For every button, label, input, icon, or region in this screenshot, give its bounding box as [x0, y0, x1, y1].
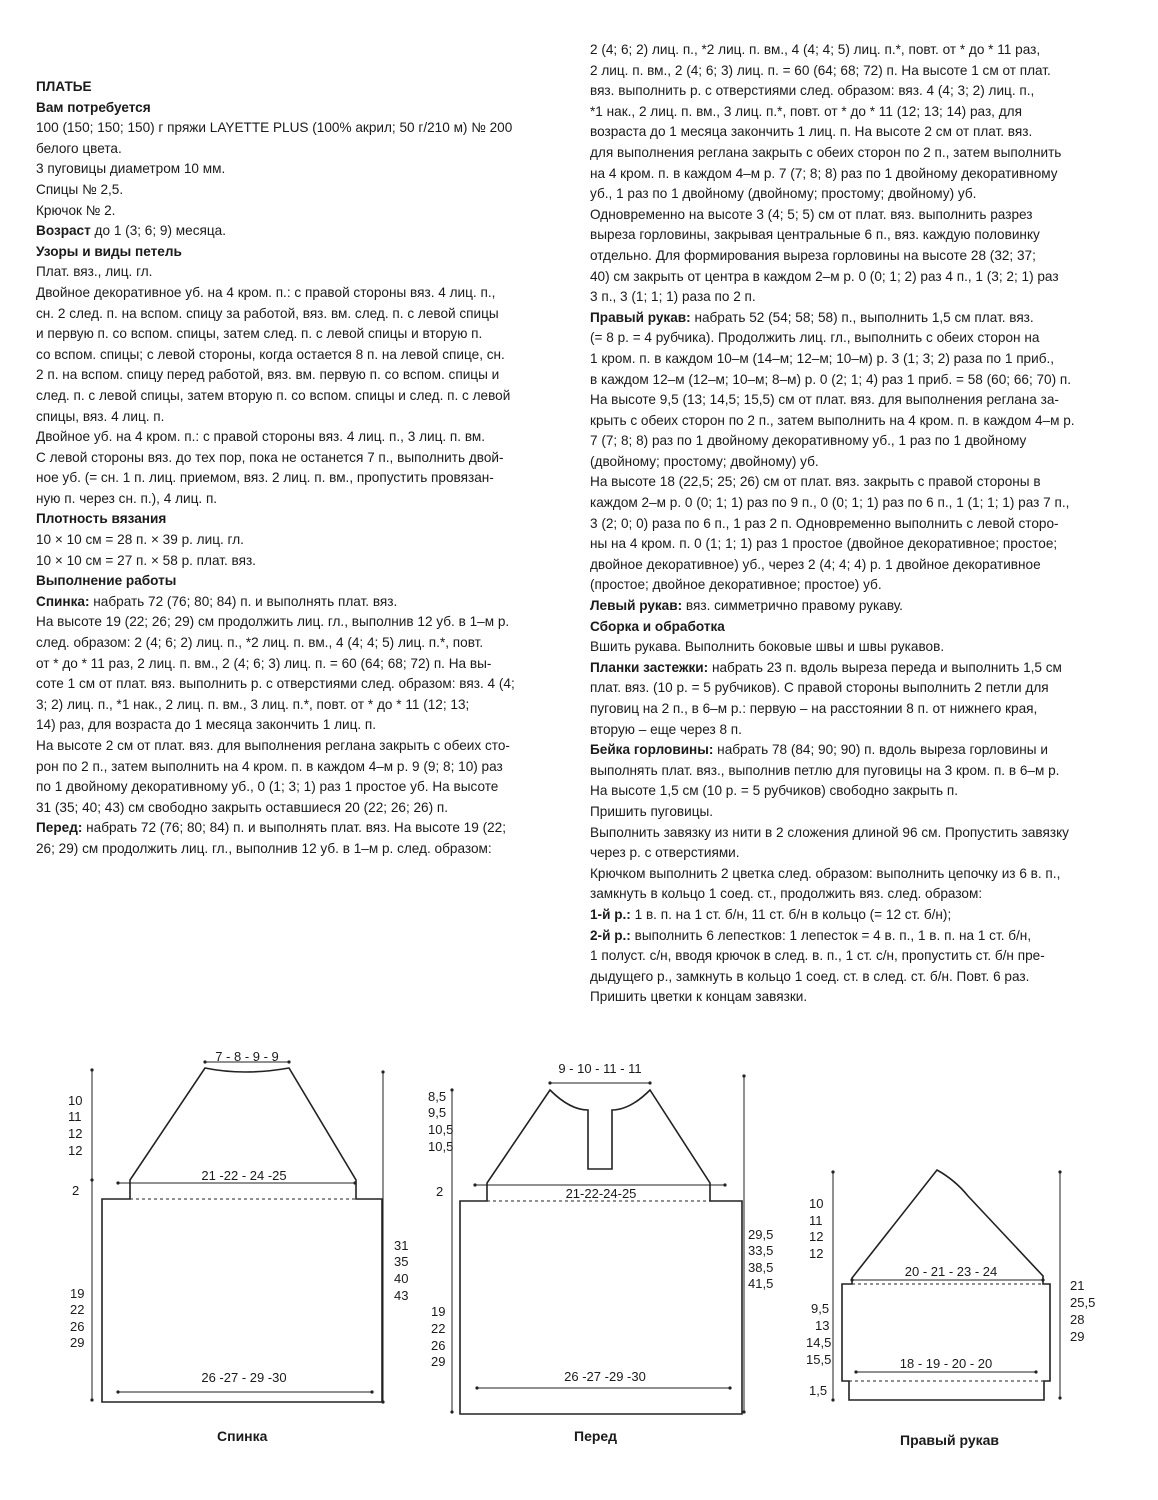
back-left-top-3: 12: [68, 1143, 83, 1158]
materials-yarn: 100 (150; 150; 150) г пряжи LAYETTE PLUS (100% акрил; 50 г/210 м) № 200 белого цвета.: [36, 120, 513, 156]
front-right-0: 29,5: [748, 1227, 774, 1242]
front-mid-label: 21-22-24-25: [565, 1186, 637, 1201]
front-top-label: 9 - 10 - 11 - 11: [558, 1061, 642, 1076]
row1-text: 1 в. п. на 1 ст. б/н, 11 ст. б/н в кольцо (= 12 ст. б/н);: [630, 906, 952, 922]
back-left-bottom-0: 19: [70, 1286, 85, 1301]
row2-label: 2-й р.:: [590, 927, 631, 943]
document-title: ПЛАТЬЕ: [36, 79, 92, 94]
sleeve-bottom-label: 18 - 19 - 20 - 20: [899, 1356, 993, 1371]
back-left-top-0: 10: [68, 1093, 83, 1108]
sleeve-right-3: 29: [1070, 1329, 1085, 1344]
back-bottom-label: 26 -27 - 29 -30: [201, 1370, 287, 1385]
back-left-top-2: 12: [68, 1126, 83, 1141]
front-label: Перед:: [36, 820, 83, 836]
sleeve-mid-label: 20 - 21 - 23 - 24: [904, 1264, 998, 1279]
front-schematic: [452, 1076, 744, 1414]
density-line-2: 10 × 10 см = 27 п. × 58 р. плат. вяз.: [36, 552, 256, 568]
back-outline: [102, 1068, 382, 1402]
front-neckline: Одновременно на высоте 3 (4; 5; 5) см от плат. вяз. выполнить разрез выреза горловины, закрывая центральные 6 п., вяз. каждую половинку отдельно. Для формирования выреза горловины на высоте 28 (32; 37; 40) см закрыть от центра в каждом 2–м р. 0 (0; 1; 2) раз 4 п., 1 (3; 2; 1) раз 3 п., 3 (1; 1; 1) раза по 2 п.: [590, 206, 1059, 305]
materials-hook: Крючок № 2.: [36, 202, 116, 218]
left-sleeve-label: Левый рукав:: [590, 598, 683, 614]
placket-text: набрать 23 п. вдоль выреза переда и выполнить 1,5 см плат. вяз. (10 р. = 5 рубчиков). С правой стороны выполнить 2 петли для пуговиц на 2 п., в 6–м р.: первую – на расстоянии 8 п. от нижнего края, вторую – еще через 8 п.: [590, 659, 1062, 737]
back-label: Спинка:: [36, 593, 90, 609]
front-left-bottom-3: 29: [431, 1354, 446, 1369]
back-left-top-1: 11: [68, 1109, 82, 1124]
neckband-text: набрать 78 (84; 90; 90) п. вдоль выреза горловины и выполнять плат. вяз., выполнив петлю для пуговицы на 3 кром. п. в 6–м р. На высоте 1,5 см (10 р. = 5 рубчиков) свободно закрыть п.: [590, 742, 1060, 799]
sleeve-right-0: 21: [1070, 1278, 1085, 1293]
age-label: Возраст: [36, 223, 91, 239]
front-left-top-3: 10,5: [428, 1139, 454, 1154]
front-continued: 2 (4; 6; 2) лиц. п., *2 лиц. п. вм., 4 (4; 4; 5) лиц. п.*, повт. от * до * 11 раз, 2 лиц. п. вм., 2 (4; 6; 3) лиц. п. = 60 (64; 68; 72) п. На высоте 1 см от плат. вяз. выполнить р. с отверстиями след. образом: вяз. 4 (4; 3; 2) лиц. п., *1 нак., 2 лиц. п. вм., 3 лиц. п.*, повт. от * до * 11 (12; 13; 14) раз, для возраста до 1 месяца закончить 1 лиц. п. На высоте 2 см от плат. вяз. для выполнения реглана закрыть с обеих сторон по 2 п., затем выполнить на 4 кром. п. в каждом 4–м р. 7 (7; 8; 8) раз по 1 двойному декоративному уб., 1 раз по 1 двойному (двойному; простому; двойному) уб.: [590, 42, 1062, 202]
front-right-3: 41,5: [748, 1276, 774, 1291]
assembly-paragraph: Вшить рукава. Выполнить боковые швы и швы рукавов.: [590, 639, 945, 655]
back-left-bottom-2: 26: [70, 1319, 85, 1334]
front-caption: Перед: [574, 1428, 618, 1444]
front-text: набрать 72 (76; 80; 84) п. и выполнять плат. вяз. На высоте 19 (22; 26; 29) см продолжить лиц. гл., выполнив 12 уб. в 1–м р. след. образом:: [36, 820, 507, 856]
front-bottom-label: 26 -27 -29 -30: [564, 1369, 646, 1384]
materials-heading: Вам потребуется: [36, 99, 151, 115]
back-left-bottom-3: 29: [70, 1335, 85, 1350]
sleeve-right-2: 28: [1070, 1312, 1085, 1327]
sleeve-left-mid-3: 15,5: [806, 1352, 832, 1367]
back-top-label: 7 - 8 - 9 - 9: [215, 1049, 279, 1064]
back-right-2: 40: [394, 1271, 409, 1286]
sleeve-caption: Правый рукав: [900, 1432, 1000, 1448]
front-left-bottom-2: 26: [431, 1338, 446, 1353]
front-left-bottom-0: 19: [431, 1304, 446, 1319]
row1-label: 1-й р.:: [590, 906, 631, 922]
neckband-label: Бейка горловины:: [590, 742, 714, 758]
density-line-1: 10 × 10 см = 28 п. × 39 р. лиц. гл.: [36, 532, 244, 548]
sleeve-left-top-0: 10: [809, 1196, 824, 1211]
row2-text: выполнить 6 лепестков: 1 лепесток = 4 в. п., 1 в. п. на 1 ст. б/н, 1 полуст. с/н, вводя крючок в след. в. п., 1 ст. с/н, пропустить ст. б/н пре- дыдущего р., замкнуть в кольцо 1 соед. ст. в след. ст. б/н. Повт. 6 раз.: [590, 927, 1045, 984]
front-right-2: 38,5: [748, 1260, 774, 1275]
age-text: до 1 (3; 6; 9) месяца.: [90, 223, 226, 239]
sleeve-left-bottom: 1,5: [809, 1383, 828, 1398]
placket-label: Планки застежки:: [590, 659, 709, 675]
back-schematic: [92, 1062, 383, 1402]
finish-line: Пришить цветки к концам завязки.: [590, 989, 808, 1005]
buttons-line: Пришить пуговицы.: [590, 803, 714, 819]
front-outline: [460, 1090, 742, 1414]
left-sleeve-text: вяз. симметрично правому рукаву.: [682, 598, 903, 614]
materials-buttons: 3 пуговицы диаметром 10 мм.: [36, 161, 226, 177]
assembly-heading: Сборка и обработка: [590, 618, 725, 634]
back-right-0: 31: [394, 1238, 409, 1253]
sleeve-text: набрать 52 (54; 58; 58) п., выполнить 1,5 см плат. вяз. (= 8 р. = 4 рубчика). Продолжить лиц. гл., выполнить с обеих сторон на 1 кром. п. в каждом 10–м (14–м; 12–м; 10–м) р. 3 (1; 3; 2) раза по 1 приб., в каждом 12–м (12–м; 10–м; 8–м) р. 0 (2; 1; 4) раз 1 приб. = 58 (60; 66; 70) п. На высоте 9,5 (13; 14,5; 15,5) см от плат. вяз. для выполнения реглана за- крыть с обеих сторон по 2 п., затем выполнить на 4 кром. п. в каждом 4–м р. 7 (7; 8; 8) раз по 1 двойному декоративному уб., 1 раз по 1 двойному (двойному; простому; двойному) уб.: [590, 309, 1075, 469]
sleeve-left-mid-0: 9,5: [811, 1301, 830, 1316]
sleeve-label: Правый рукав:: [590, 309, 691, 325]
front-left-bottom-1: 22: [431, 1321, 446, 1336]
materials-needles: Спицы № 2,5.: [36, 181, 124, 197]
sleeve-right-1: 25,5: [1070, 1295, 1096, 1310]
flowers-paragraph: Крючком выполнить 2 цветка след. образом: выполнить цепочку из 6 в. п., замкнуть в кольцо 1 соед. ст., продолжить вяз. след. образом:: [590, 865, 1061, 902]
sleeve-left-top-2: 12: [809, 1229, 824, 1244]
back-left-mid: 2: [72, 1183, 80, 1198]
sleeve-left-mid-2: 14,5: [806, 1335, 832, 1350]
front-left-mid: 2: [436, 1184, 444, 1199]
density-heading: Плотность вязания: [36, 511, 167, 527]
patterns-paragraph-1: Плат. вяз., лиц. гл.: [36, 264, 153, 280]
back-caption: Спинка: [217, 1428, 268, 1444]
patterns-heading: Узоры и виды петель: [36, 243, 182, 259]
front-left-top-2: 10,5: [428, 1122, 454, 1137]
work-heading: Выполнение работы: [36, 573, 177, 589]
back-mid-label: 21 -22 - 24 -25: [201, 1168, 287, 1183]
sleeve-left-mid-1: 13: [815, 1318, 830, 1333]
sleeve-paragraph-2: На высоте 18 (22,5; 25; 26) см от плат. вяз. закрыть с правой стороны в каждом 2–м р. 0 (0; 1; 1) раз по 9 п., 0 (0; 1; 1) раз по 6 п., 1 (1; 1; 1) раз 7 п., 3 (2; 0; 0) раза по 6 п., 1 раз 2 п. Одновременно выполнить с левой сторо- ны на 4 кром. п. 0 (1; 1; 1) раз 1 простое (двойное декоративное; простое; двойное декоративное) уб., через 2 (4; 4; 4) р. 1 двойное декоративное (простое; двойное декоративное; простое) уб.: [590, 474, 1070, 593]
back-text: набрать 72 (76; 80; 84) п. и выполнять плат. вяз. На высоте 19 (22; 26; 29) см продолжить лиц. гл., выполнив 12 уб. в 1–м р. след. образом: 2 (4; 6; 2) лиц. п., *2 лиц. п. вм., 4 (4; 4; 5) лиц. п.*, повт. от * до * 11 раз, 2 лиц. п. вм., 2 (4; 6; 3) лиц. п. = 60 (64; 68; 72) п. На вы- соте 1 см от плат. вяз. выполнить р. с отверстиями след. образом: вяз. 4 (4; 3; 2) лиц. п., *1 нак., 2 лиц. п. вм., 3 лиц. п.*, повт. от * до * 11 (12; 13; 14) раз, для возраста до 1 месяца закончить 1 лиц. п.: [36, 593, 515, 733]
back-paragraph-2: На высоте 2 см от плат. вяз. для выполнения реглана закрыть с обеих сто- рон по 2 п., затем выполнить на 4 кром. п. в каждом 4–м р. 9 (9; 8; 10) раз по 1 двойному декоративному уб., 0 (1; 3; 1) раз 1 простое уб. На высоте 31 (35; 40; 43) см свободно закрыть оставшиеся 20 (22; 26; 26) п.: [36, 738, 510, 815]
sleeve-left-top-3: 12: [809, 1246, 824, 1261]
front-left-top-0: 8,5: [428, 1089, 447, 1104]
sleeve-left-top-1: 11: [809, 1213, 823, 1228]
patterns-paragraph-2: Двойное декоративное уб. на 4 кром. п.: с правой стороны вяз. 4 лиц. п., сн. 2 след. п. на вспом. спицу за работой, вяз. вм. след. п. с левой спицы и первую п. со вспом. спицы, затем след. п. с левой спицы и вторую п. со вспом. спицы; с левой стороны, когда остается 8 п. на левой спице, сн. 2 п. на вспом. спицу перед работой, вяз. вм. первую п. со вспом. спицы и след. п. с левой спицы, затем вторую п. со вспом. спицы и след. п. с левой спицы, вяз. 4 лиц. п.: [36, 284, 511, 424]
front-right-1: 33,5: [748, 1243, 774, 1258]
back-right-1: 35: [394, 1254, 409, 1269]
back-left-bottom-1: 22: [70, 1302, 85, 1317]
patterns-paragraph-3: Двойное уб. на 4 кром. п.: с правой стороны вяз. 4 лиц. п., 3 лиц. п. вм. С левой стороны вяз. до тех пор, пока не останется 7 п., выполнить двой- ное уб. (= сн. 1 п. лиц. приемом, вяз. 2 лиц. п. вм., пропустить провязан- ную п. через сн. п.), 4 лиц. п.: [36, 429, 504, 506]
back-right-3: 43: [394, 1288, 409, 1303]
front-left-top-1: 9,5: [428, 1105, 447, 1120]
tie-paragraph: Выполнить завязку из нити в 2 сложения длиной 96 см. Пропустить завязку через р. с отверстиями.: [590, 824, 1069, 861]
